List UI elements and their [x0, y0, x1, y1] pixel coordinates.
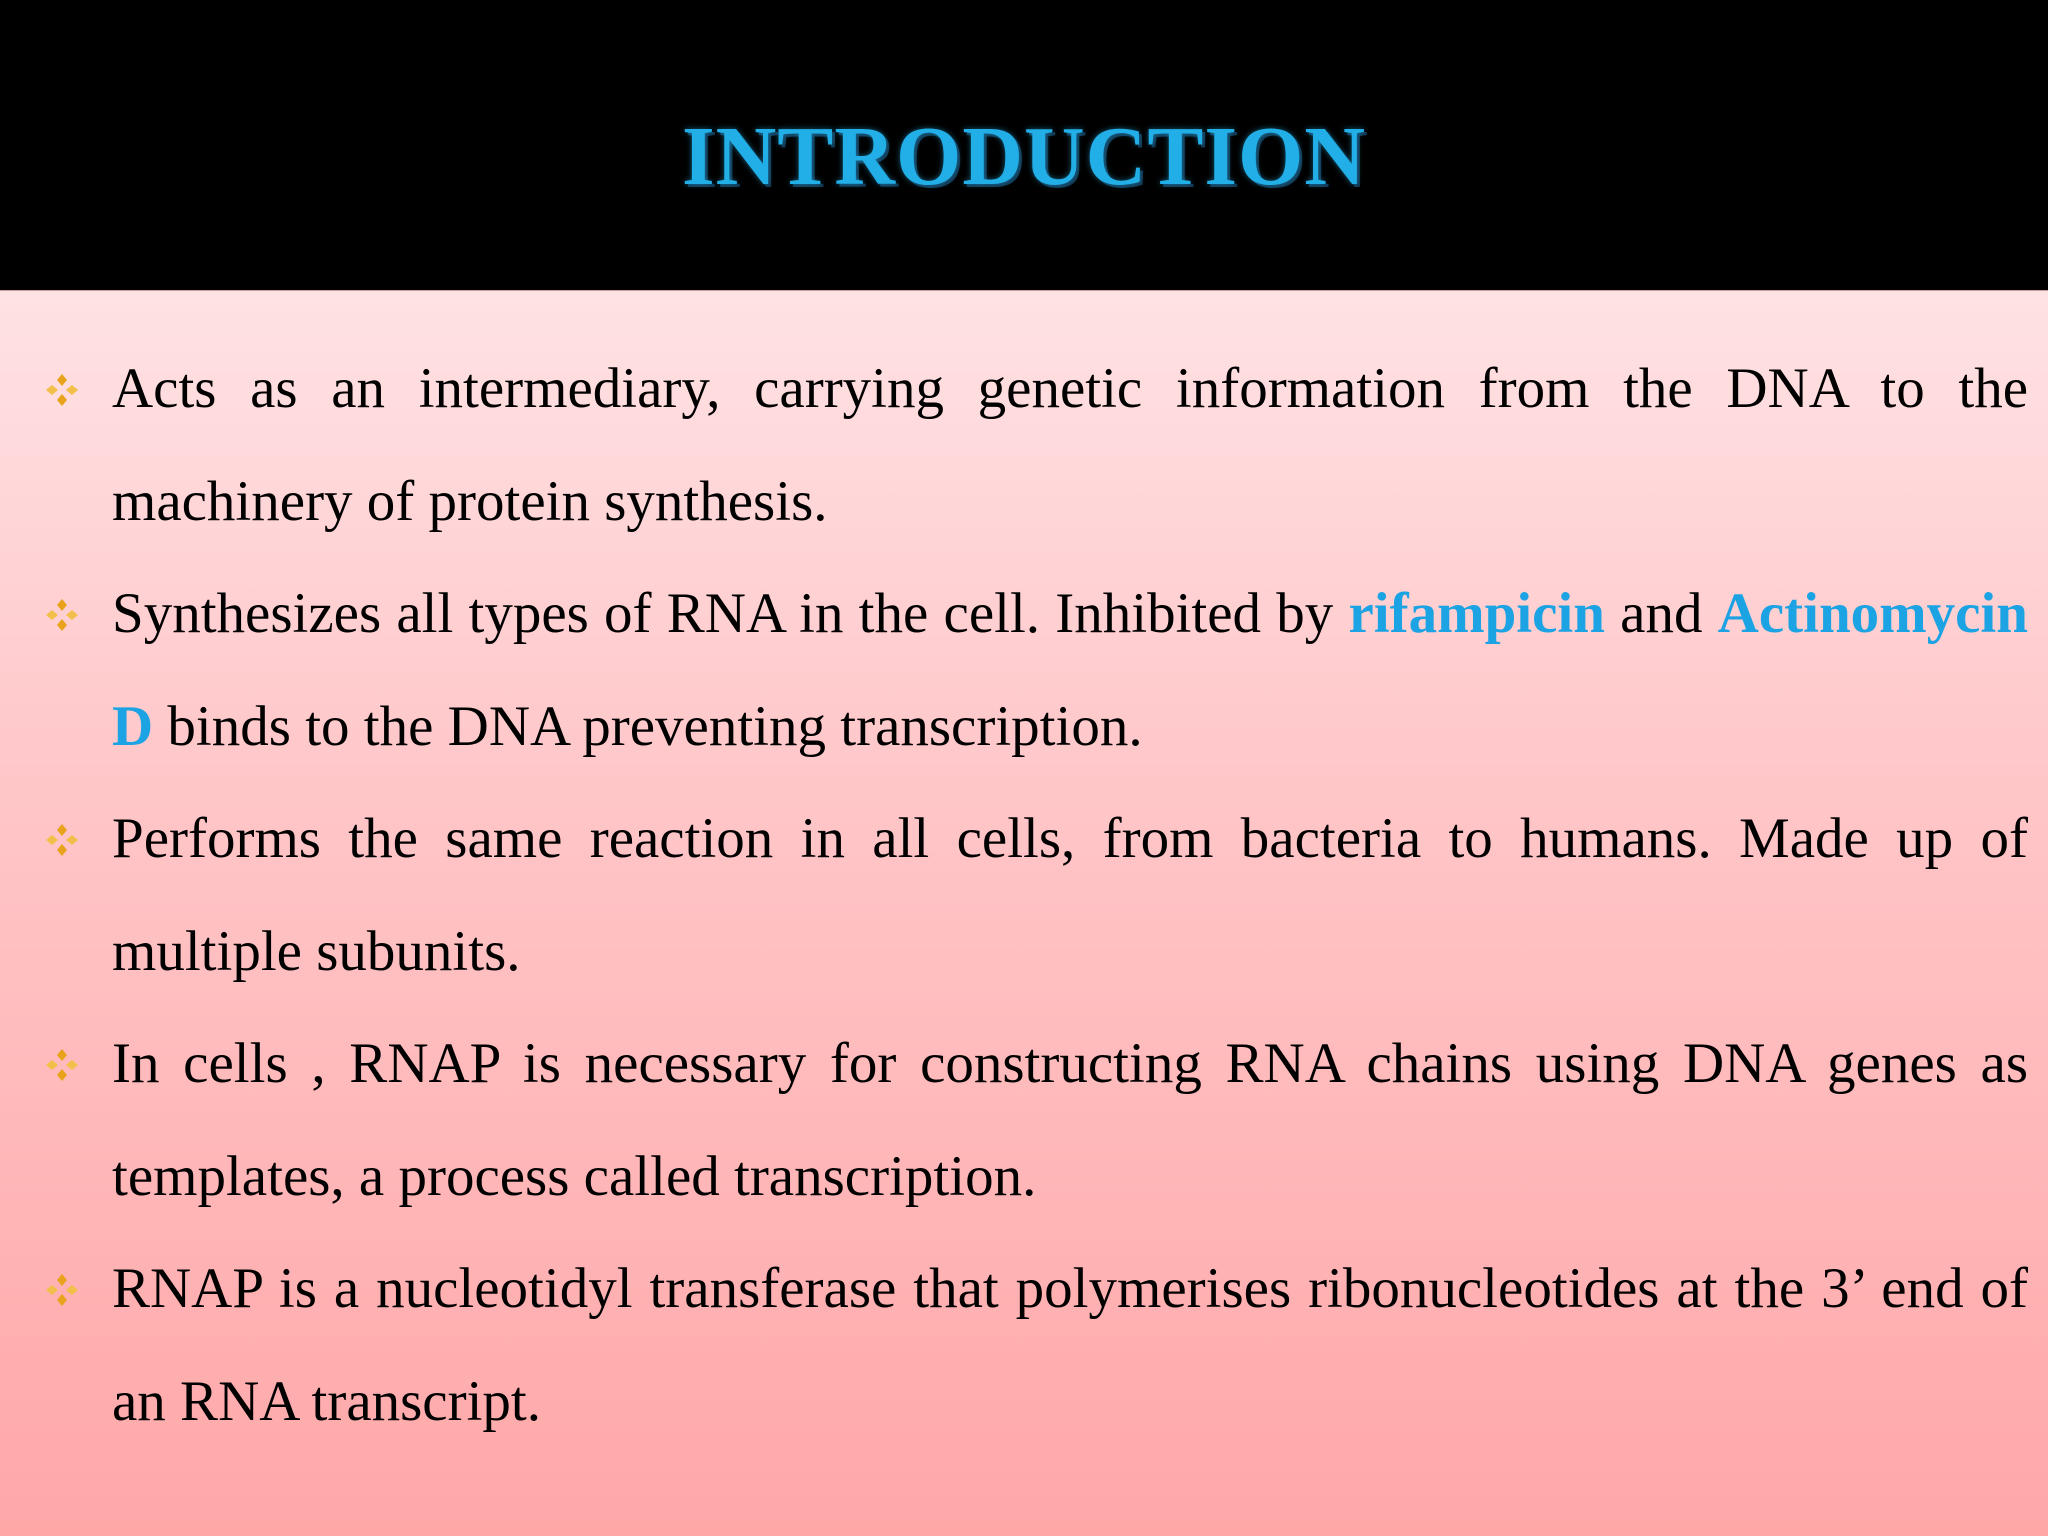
- bullet-item: [0, 1233, 2048, 1458]
- four-diamond-bullet-icon: [42, 1045, 82, 1085]
- four-diamond-bullet-icon: [42, 820, 82, 860]
- four-diamond-bullet-icon: [42, 1270, 82, 1310]
- four-diamond-bullet-icon: [42, 595, 82, 635]
- bullet-list: [0, 333, 2048, 1458]
- bullet-text-segment: Synthesizes all types of RNA in the cell. Inhibited by: [112, 582, 1349, 645]
- bullet-text-segment: binds to the DNA preventing transcription.: [153, 694, 1143, 758]
- bullet-text: [112, 582, 2028, 758]
- bullet-text: Performs the same reaction in all cells, from bacteria to humans. Made up of multiple subunits.: [112, 807, 2028, 983]
- bullet-item: [0, 333, 2048, 558]
- bullet-item: [0, 558, 2048, 783]
- bullet-text: Acts as an intermediary, carrying genetic information from the DNA to the machinery of protein synthesis.: [112, 357, 2028, 533]
- bullet-text: RNAP is a nucleotidyl transferase that polymerises ribonucleotides at the 3’ end of an RNA transcript.: [112, 1257, 2028, 1433]
- bullet-item: [0, 783, 2048, 1008]
- highlight-rifampicin: rifampicin: [1348, 582, 1605, 645]
- four-diamond-bullet-icon: [42, 370, 82, 410]
- slide-header: [0, 0, 2048, 290]
- bullet-text-segment: and: [1604, 582, 1718, 645]
- highlight-actinomycin-d: Actinomycin D: [112, 582, 2028, 758]
- slide-title: INTRODUCTION: [681, 110, 1367, 203]
- slide-body: [0, 290, 2048, 1536]
- bullet-text: In cells , RNAP is necessary for constructing RNA chains using DNA genes as templates, a process called transcription.: [112, 1032, 2028, 1208]
- bullet-item: [0, 1008, 2048, 1233]
